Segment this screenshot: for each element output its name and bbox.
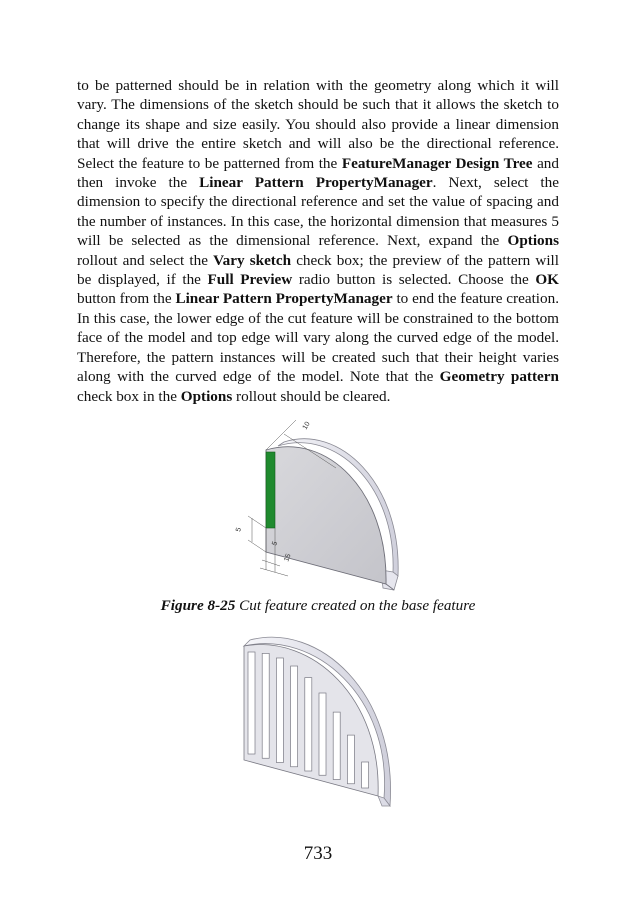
pattern-slot	[362, 762, 369, 788]
caption-label: Figure 8-25	[160, 597, 236, 614]
pattern-slot	[333, 712, 340, 779]
bold-term: Vary sketch	[213, 251, 292, 269]
bold-term: Geometry pattern	[439, 368, 559, 386]
bold-term: Linear Pattern PropertyManager	[199, 174, 433, 192]
figure-pattern-result	[232, 636, 397, 811]
bold-term: FeatureManager Design Tree	[341, 154, 533, 172]
dim-label-top: 10	[301, 420, 312, 431]
pattern-slot	[305, 678, 312, 771]
text-run: radio button is selected. Choose the	[292, 271, 536, 289]
pattern-slot	[347, 735, 354, 784]
dim-label-bottom2: 15	[283, 552, 293, 563]
bold-term: Full Preview	[207, 271, 293, 289]
pattern-slot	[319, 693, 326, 775]
caption-text: Cut feature created on the base feature	[235, 597, 476, 614]
pattern-slot	[291, 666, 298, 767]
figure-cut-feature	[226, 420, 416, 600]
bold-term: Options	[180, 387, 233, 405]
bold-term: OK	[535, 271, 559, 289]
pattern-slot	[276, 658, 283, 763]
body-paragraph	[77, 76, 559, 406]
text-run: and then invoke the	[77, 154, 559, 192]
text-run: button from the	[77, 290, 176, 308]
page-number: 733	[303, 843, 333, 864]
bold-term: Linear Pattern PropertyManager	[175, 290, 393, 308]
text-run: . Next, select the dimension to specify the directional reference and set the value of spacing and the number of instances. In this case, the horizontal dimension that measures 5 will be selected as the dimensional reference. Next, expand the	[77, 174, 559, 250]
text-run: check box; the preview of the pattern will be displayed, if the	[77, 251, 559, 289]
text-run: rollout and select the	[77, 251, 214, 269]
dim-label-left: 5	[235, 526, 243, 533]
pattern-slot	[248, 652, 255, 754]
figure-caption	[0, 597, 636, 615]
dim-label-bottom: 5	[271, 540, 280, 547]
text-run: check box in the	[77, 387, 181, 405]
text-run: to be patterned should be in relation with the geometry along which it will vary. The dimensions of the sketch should be such that it allows the sketch to change its shape and size easily. You should also provide a linear dimension that will drive the entire sketch and will also be the directional reference. Select the feature to be patterned from the	[77, 77, 559, 172]
text-run: rollout should be cleared.	[232, 387, 391, 405]
pattern-slot	[262, 653, 269, 758]
bold-term: Options	[507, 232, 559, 250]
text-run: to end the feature creation. In this case, the lower edge of the cut feature will be constrained to the bottom face of the model and top edge will vary along the curved edge of the model. Therefore, the pattern instances will be created such that their height varies along with the curved edge of the model. Note that the	[77, 290, 559, 386]
